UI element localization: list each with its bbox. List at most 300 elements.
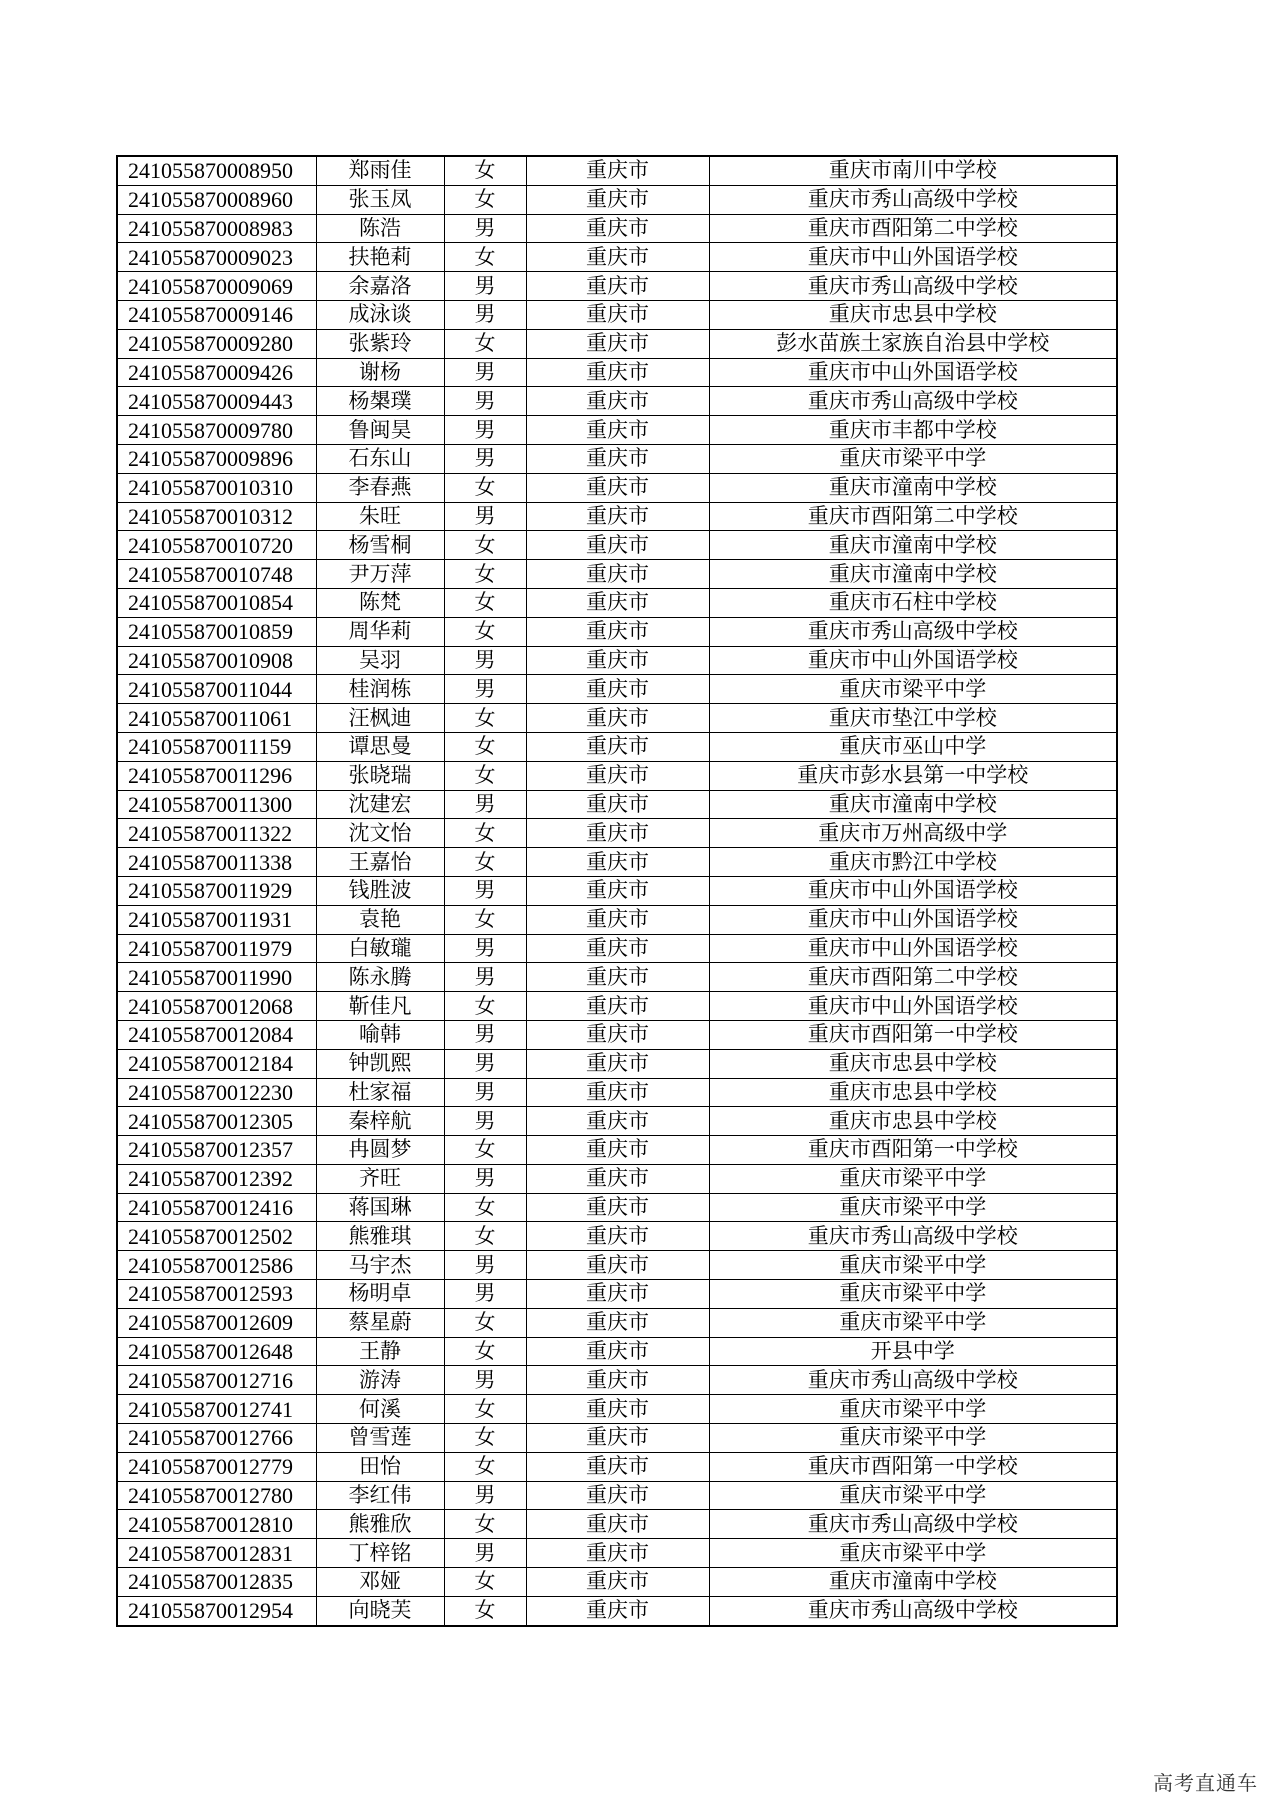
name-cell: 吴羽 — [316, 646, 444, 675]
name-cell: 熊雅琪 — [316, 1222, 444, 1251]
name-cell: 李春燕 — [316, 473, 444, 502]
school-cell: 重庆市忠县中学校 — [709, 1078, 1117, 1107]
exam-id-cell: 241055870012084 — [117, 1020, 316, 1049]
table-row — [117, 387, 1117, 416]
name-cell: 周华莉 — [316, 617, 444, 646]
gender-cell: 女 — [444, 588, 526, 617]
gender-cell: 女 — [444, 185, 526, 214]
exam-id-cell: 241055870012230 — [117, 1078, 316, 1107]
table-row — [117, 1308, 1117, 1337]
name-cell: 钟凯熙 — [316, 1049, 444, 1078]
table-row — [117, 1424, 1117, 1453]
table-row — [117, 1020, 1117, 1049]
exam-id-cell: 241055870012780 — [117, 1481, 316, 1510]
gender-cell: 男 — [444, 876, 526, 905]
exam-id-cell: 241055870011979 — [117, 934, 316, 963]
exam-id-cell: 241055870010310 — [117, 473, 316, 502]
name-cell: 李红伟 — [316, 1481, 444, 1510]
exam-id-cell: 241055870012357 — [117, 1136, 316, 1165]
school-cell: 重庆市潼南中学校 — [709, 790, 1117, 819]
table-row — [117, 185, 1117, 214]
name-cell: 何溪 — [316, 1395, 444, 1424]
name-cell: 桂润栋 — [316, 675, 444, 704]
region-cell: 重庆市 — [526, 531, 709, 560]
region-cell: 重庆市 — [526, 905, 709, 934]
region-cell: 重庆市 — [526, 992, 709, 1021]
name-cell: 秦梓航 — [316, 1107, 444, 1136]
region-cell: 重庆市 — [526, 876, 709, 905]
school-cell: 重庆市酉阳第二中学校 — [709, 963, 1117, 992]
region-cell: 重庆市 — [526, 1049, 709, 1078]
exam-id-cell: 241055870011061 — [117, 704, 316, 733]
gender-cell: 女 — [444, 1510, 526, 1539]
region-cell: 重庆市 — [526, 1020, 709, 1049]
name-cell: 邓娅 — [316, 1568, 444, 1597]
name-cell: 尹万萍 — [316, 560, 444, 589]
school-cell: 重庆市潼南中学校 — [709, 1568, 1117, 1597]
school-cell: 重庆市梁平中学 — [709, 1481, 1117, 1510]
school-cell: 重庆市秀山高级中学校 — [709, 272, 1117, 301]
exam-id-cell: 241055870009426 — [117, 358, 316, 387]
school-cell: 重庆市秀山高级中学校 — [709, 1366, 1117, 1395]
name-cell: 田怡 — [316, 1452, 444, 1481]
region-cell: 重庆市 — [526, 646, 709, 675]
gender-cell: 女 — [444, 704, 526, 733]
gender-cell: 男 — [444, 1280, 526, 1309]
school-cell: 重庆市中山外国语学校 — [709, 243, 1117, 272]
region-cell: 重庆市 — [526, 560, 709, 589]
exam-id-cell: 241055870009443 — [117, 387, 316, 416]
name-cell: 扶艳莉 — [316, 243, 444, 272]
school-cell: 重庆市潼南中学校 — [709, 560, 1117, 589]
name-cell: 曾雪莲 — [316, 1424, 444, 1453]
exam-id-cell: 241055870012954 — [117, 1596, 316, 1625]
table-row — [117, 1452, 1117, 1481]
region-cell: 重庆市 — [526, 416, 709, 445]
gender-cell: 女 — [444, 473, 526, 502]
school-cell: 重庆市梁平中学 — [709, 1424, 1117, 1453]
gender-cell: 男 — [444, 1366, 526, 1395]
table-row — [117, 358, 1117, 387]
gender-cell: 男 — [444, 1251, 526, 1280]
exam-id-cell: 241055870009896 — [117, 444, 316, 473]
gender-cell: 男 — [444, 416, 526, 445]
gender-cell: 女 — [444, 1596, 526, 1625]
name-cell: 杨雪桐 — [316, 531, 444, 560]
region-cell: 重庆市 — [526, 243, 709, 272]
gender-cell: 男 — [444, 1539, 526, 1568]
region-cell: 重庆市 — [526, 473, 709, 502]
region-cell: 重庆市 — [526, 761, 709, 790]
exam-id-cell: 241055870012779 — [117, 1452, 316, 1481]
region-cell: 重庆市 — [526, 1424, 709, 1453]
table-row — [117, 1193, 1117, 1222]
gender-cell: 男 — [444, 300, 526, 329]
roster-body — [117, 156, 1117, 1626]
gender-cell: 女 — [444, 560, 526, 589]
name-cell: 朱旺 — [316, 502, 444, 531]
gender-cell: 女 — [444, 819, 526, 848]
name-cell: 向晓芙 — [316, 1596, 444, 1625]
gender-cell: 男 — [444, 646, 526, 675]
region-cell: 重庆市 — [526, 963, 709, 992]
region-cell: 重庆市 — [526, 272, 709, 301]
region-cell: 重庆市 — [526, 1539, 709, 1568]
table-row — [117, 992, 1117, 1021]
school-cell: 重庆市忠县中学校 — [709, 1107, 1117, 1136]
school-cell: 重庆市梁平中学 — [709, 1280, 1117, 1309]
school-cell: 重庆市秀山高级中学校 — [709, 1596, 1117, 1625]
gender-cell: 女 — [444, 992, 526, 1021]
gender-cell: 女 — [444, 905, 526, 934]
name-cell: 白敏瓏 — [316, 934, 444, 963]
gender-cell: 女 — [444, 1568, 526, 1597]
table-row — [117, 1596, 1117, 1625]
exam-id-cell: 241055870011338 — [117, 848, 316, 877]
school-cell: 重庆市秀山高级中学校 — [709, 1222, 1117, 1251]
region-cell: 重庆市 — [526, 1452, 709, 1481]
exam-id-cell: 241055870012835 — [117, 1568, 316, 1597]
exam-id-cell: 241055870011929 — [117, 876, 316, 905]
school-cell: 开县中学 — [709, 1337, 1117, 1366]
region-cell: 重庆市 — [526, 502, 709, 531]
region-cell: 重庆市 — [526, 1568, 709, 1597]
name-cell: 熊雅欣 — [316, 1510, 444, 1539]
table-row — [117, 588, 1117, 617]
school-cell: 重庆市秀山高级中学校 — [709, 387, 1117, 416]
exam-id-cell: 241055870008950 — [117, 156, 316, 185]
region-cell: 重庆市 — [526, 1280, 709, 1309]
gender-cell: 男 — [444, 1049, 526, 1078]
exam-id-cell: 241055870012392 — [117, 1164, 316, 1193]
table-row — [117, 1568, 1117, 1597]
gender-cell: 女 — [444, 1193, 526, 1222]
gender-cell: 男 — [444, 387, 526, 416]
table-row — [117, 502, 1117, 531]
exam-id-cell: 241055870009780 — [117, 416, 316, 445]
exam-id-cell: 241055870011322 — [117, 819, 316, 848]
name-cell: 余嘉洛 — [316, 272, 444, 301]
exam-id-cell: 241055870012741 — [117, 1395, 316, 1424]
exam-id-cell: 241055870010312 — [117, 502, 316, 531]
region-cell: 重庆市 — [526, 1596, 709, 1625]
exam-id-cell: 241055870012068 — [117, 992, 316, 1021]
roster-table — [116, 155, 1118, 1627]
table-row — [117, 704, 1117, 733]
name-cell: 钱胜波 — [316, 876, 444, 905]
table-row — [117, 1251, 1117, 1280]
exam-id-cell: 241055870012586 — [117, 1251, 316, 1280]
table-row — [117, 646, 1117, 675]
region-cell: 重庆市 — [526, 1337, 709, 1366]
name-cell: 王嘉怡 — [316, 848, 444, 877]
school-cell: 重庆市黔江中学校 — [709, 848, 1117, 877]
name-cell: 袁艳 — [316, 905, 444, 934]
gender-cell: 男 — [444, 963, 526, 992]
exam-id-cell: 241055870009023 — [117, 243, 316, 272]
name-cell: 杜家福 — [316, 1078, 444, 1107]
name-cell: 游涛 — [316, 1366, 444, 1395]
name-cell: 杨槼璞 — [316, 387, 444, 416]
region-cell: 重庆市 — [526, 329, 709, 358]
table-row — [117, 732, 1117, 761]
region-cell: 重庆市 — [526, 1395, 709, 1424]
region-cell: 重庆市 — [526, 588, 709, 617]
table-row — [117, 1280, 1117, 1309]
exam-id-cell: 241055870012416 — [117, 1193, 316, 1222]
table-row — [117, 819, 1117, 848]
name-cell: 杨明卓 — [316, 1280, 444, 1309]
gender-cell: 女 — [444, 156, 526, 185]
exam-id-cell: 241055870012184 — [117, 1049, 316, 1078]
school-cell: 重庆市忠县中学校 — [709, 300, 1117, 329]
gender-cell: 男 — [444, 934, 526, 963]
school-cell: 重庆市中山外国语学校 — [709, 358, 1117, 387]
table-row — [117, 444, 1117, 473]
exam-id-cell: 241055870010908 — [117, 646, 316, 675]
table-row — [117, 1078, 1117, 1107]
gender-cell: 男 — [444, 444, 526, 473]
school-cell: 重庆市万州高级中学 — [709, 819, 1117, 848]
table-row — [117, 1337, 1117, 1366]
exam-id-cell: 241055870011159 — [117, 732, 316, 761]
table-row — [117, 905, 1117, 934]
region-cell: 重庆市 — [526, 704, 709, 733]
gender-cell: 男 — [444, 1164, 526, 1193]
region-cell: 重庆市 — [526, 1136, 709, 1165]
gender-cell: 女 — [444, 1136, 526, 1165]
name-cell: 石东山 — [316, 444, 444, 473]
school-cell: 重庆市酉阳第二中学校 — [709, 502, 1117, 531]
exam-id-cell: 241055870012831 — [117, 1539, 316, 1568]
region-cell: 重庆市 — [526, 185, 709, 214]
school-cell: 重庆市酉阳第一中学校 — [709, 1452, 1117, 1481]
region-cell: 重庆市 — [526, 1164, 709, 1193]
gender-cell: 男 — [444, 502, 526, 531]
school-cell: 重庆市潼南中学校 — [709, 473, 1117, 502]
gender-cell: 女 — [444, 1424, 526, 1453]
region-cell: 重庆市 — [526, 1251, 709, 1280]
table-row — [117, 1481, 1117, 1510]
name-cell: 谢杨 — [316, 358, 444, 387]
table-row — [117, 1395, 1117, 1424]
exam-id-cell: 241055870012716 — [117, 1366, 316, 1395]
table-row — [117, 617, 1117, 646]
name-cell: 王静 — [316, 1337, 444, 1366]
name-cell: 张晓瑞 — [316, 761, 444, 790]
gender-cell: 男 — [444, 214, 526, 243]
exam-id-cell: 241055870012609 — [117, 1308, 316, 1337]
region-cell: 重庆市 — [526, 819, 709, 848]
school-cell: 重庆市丰都中学校 — [709, 416, 1117, 445]
school-cell: 重庆市梁平中学 — [709, 1395, 1117, 1424]
gender-cell: 女 — [444, 1395, 526, 1424]
exam-id-cell: 241055870008960 — [117, 185, 316, 214]
name-cell: 陈永腾 — [316, 963, 444, 992]
table-row — [117, 329, 1117, 358]
table-row — [117, 243, 1117, 272]
exam-id-cell: 241055870012648 — [117, 1337, 316, 1366]
school-cell: 彭水苗族土家族自治县中学校 — [709, 329, 1117, 358]
table-row — [117, 156, 1117, 185]
table-row — [117, 214, 1117, 243]
region-cell: 重庆市 — [526, 1510, 709, 1539]
exam-id-cell: 241055870008983 — [117, 214, 316, 243]
school-cell: 重庆市中山外国语学校 — [709, 934, 1117, 963]
table-row — [117, 1164, 1117, 1193]
name-cell: 喻韩 — [316, 1020, 444, 1049]
region-cell: 重庆市 — [526, 934, 709, 963]
region-cell: 重庆市 — [526, 732, 709, 761]
region-cell: 重庆市 — [526, 790, 709, 819]
school-cell: 重庆市梁平中学 — [709, 1193, 1117, 1222]
school-cell: 重庆市梁平中学 — [709, 1251, 1117, 1280]
gender-cell: 男 — [444, 1020, 526, 1049]
name-cell: 蒋国琳 — [316, 1193, 444, 1222]
table-row — [117, 531, 1117, 560]
table-row — [117, 934, 1117, 963]
name-cell: 陈浩 — [316, 214, 444, 243]
region-cell: 重庆市 — [526, 1222, 709, 1251]
name-cell: 沈文怡 — [316, 819, 444, 848]
table-row — [117, 1107, 1117, 1136]
gender-cell: 女 — [444, 1452, 526, 1481]
school-cell: 重庆市秀山高级中学校 — [709, 185, 1117, 214]
table-row — [117, 1049, 1117, 1078]
school-cell: 重庆市南川中学校 — [709, 156, 1117, 185]
exam-id-cell: 241055870010720 — [117, 531, 316, 560]
exam-id-cell: 241055870012593 — [117, 1280, 316, 1309]
exam-id-cell: 241055870010748 — [117, 560, 316, 589]
school-cell: 重庆市中山外国语学校 — [709, 905, 1117, 934]
school-cell: 重庆市酉阳第二中学校 — [709, 214, 1117, 243]
gender-cell: 男 — [444, 790, 526, 819]
school-cell: 重庆市梁平中学 — [709, 444, 1117, 473]
school-cell: 重庆市秀山高级中学校 — [709, 617, 1117, 646]
gender-cell: 女 — [444, 1222, 526, 1251]
school-cell: 重庆市中山外国语学校 — [709, 876, 1117, 905]
gender-cell: 女 — [444, 329, 526, 358]
region-cell: 重庆市 — [526, 1308, 709, 1337]
gender-cell: 女 — [444, 1337, 526, 1366]
table-row — [117, 272, 1117, 301]
region-cell: 重庆市 — [526, 1107, 709, 1136]
name-cell: 马宇杰 — [316, 1251, 444, 1280]
name-cell: 丁梓铭 — [316, 1539, 444, 1568]
name-cell: 沈建宏 — [316, 790, 444, 819]
region-cell: 重庆市 — [526, 1193, 709, 1222]
school-cell: 重庆市秀山高级中学校 — [709, 1510, 1117, 1539]
exam-id-cell: 241055870011931 — [117, 905, 316, 934]
name-cell: 蔡星蔚 — [316, 1308, 444, 1337]
gender-cell: 男 — [444, 1107, 526, 1136]
region-cell: 重庆市 — [526, 675, 709, 704]
gender-cell: 女 — [444, 531, 526, 560]
table-row — [117, 675, 1117, 704]
school-cell: 重庆市酉阳第一中学校 — [709, 1020, 1117, 1049]
school-cell: 重庆市垫江中学校 — [709, 704, 1117, 733]
exam-id-cell: 241055870011300 — [117, 790, 316, 819]
school-cell: 重庆市石柱中学校 — [709, 588, 1117, 617]
table-row — [117, 473, 1117, 502]
exam-id-cell: 241055870010854 — [117, 588, 316, 617]
exam-id-cell: 241055870009069 — [117, 272, 316, 301]
region-cell: 重庆市 — [526, 358, 709, 387]
gender-cell: 女 — [444, 243, 526, 272]
region-cell: 重庆市 — [526, 848, 709, 877]
table-row — [117, 1366, 1117, 1395]
gender-cell: 男 — [444, 1078, 526, 1107]
region-cell: 重庆市 — [526, 387, 709, 416]
name-cell: 陈梵 — [316, 588, 444, 617]
table-row — [117, 1136, 1117, 1165]
school-cell: 重庆市梁平中学 — [709, 1308, 1117, 1337]
exam-id-cell: 241055870012305 — [117, 1107, 316, 1136]
school-cell: 重庆市潼南中学校 — [709, 531, 1117, 560]
region-cell: 重庆市 — [526, 214, 709, 243]
table-row — [117, 300, 1117, 329]
exam-id-cell: 241055870012810 — [117, 1510, 316, 1539]
exam-id-cell: 241055870011044 — [117, 675, 316, 704]
name-cell: 成泳谈 — [316, 300, 444, 329]
table-row — [117, 963, 1117, 992]
name-cell: 张紫玲 — [316, 329, 444, 358]
table-row — [117, 790, 1117, 819]
exam-id-cell: 241055870011990 — [117, 963, 316, 992]
exam-id-cell: 241055870010859 — [117, 617, 316, 646]
table-row — [117, 416, 1117, 445]
gender-cell: 男 — [444, 1481, 526, 1510]
table-row — [117, 876, 1117, 905]
name-cell: 汪枫迪 — [316, 704, 444, 733]
school-cell: 重庆市梁平中学 — [709, 1164, 1117, 1193]
region-cell: 重庆市 — [526, 1481, 709, 1510]
name-cell: 齐旺 — [316, 1164, 444, 1193]
school-cell: 重庆市梁平中学 — [709, 1539, 1117, 1568]
table-row — [117, 1539, 1117, 1568]
table-row — [117, 848, 1117, 877]
gender-cell: 男 — [444, 675, 526, 704]
region-cell: 重庆市 — [526, 156, 709, 185]
school-cell: 重庆市彭水县第一中学校 — [709, 761, 1117, 790]
region-cell: 重庆市 — [526, 300, 709, 329]
exam-id-cell: 241055870012502 — [117, 1222, 316, 1251]
gender-cell: 女 — [444, 617, 526, 646]
name-cell: 靳佳凡 — [316, 992, 444, 1021]
table-row — [117, 1510, 1117, 1539]
school-cell: 重庆市忠县中学校 — [709, 1049, 1117, 1078]
table-row — [117, 560, 1117, 589]
school-cell: 重庆市酉阳第一中学校 — [709, 1136, 1117, 1165]
gender-cell: 男 — [444, 358, 526, 387]
exam-id-cell: 241055870009146 — [117, 300, 316, 329]
table-row — [117, 761, 1117, 790]
region-cell: 重庆市 — [526, 1078, 709, 1107]
gender-cell: 女 — [444, 761, 526, 790]
gender-cell: 女 — [444, 1308, 526, 1337]
gender-cell: 女 — [444, 732, 526, 761]
school-cell: 重庆市中山外国语学校 — [709, 992, 1117, 1021]
region-cell: 重庆市 — [526, 444, 709, 473]
name-cell: 谭思曼 — [316, 732, 444, 761]
region-cell: 重庆市 — [526, 1366, 709, 1395]
region-cell: 重庆市 — [526, 617, 709, 646]
exam-id-cell: 241055870009280 — [117, 329, 316, 358]
watermark-text: 高考直通车 — [1153, 1771, 1258, 1795]
school-cell: 重庆市中山外国语学校 — [709, 646, 1117, 675]
name-cell: 冉圆梦 — [316, 1136, 444, 1165]
school-cell: 重庆市梁平中学 — [709, 675, 1117, 704]
